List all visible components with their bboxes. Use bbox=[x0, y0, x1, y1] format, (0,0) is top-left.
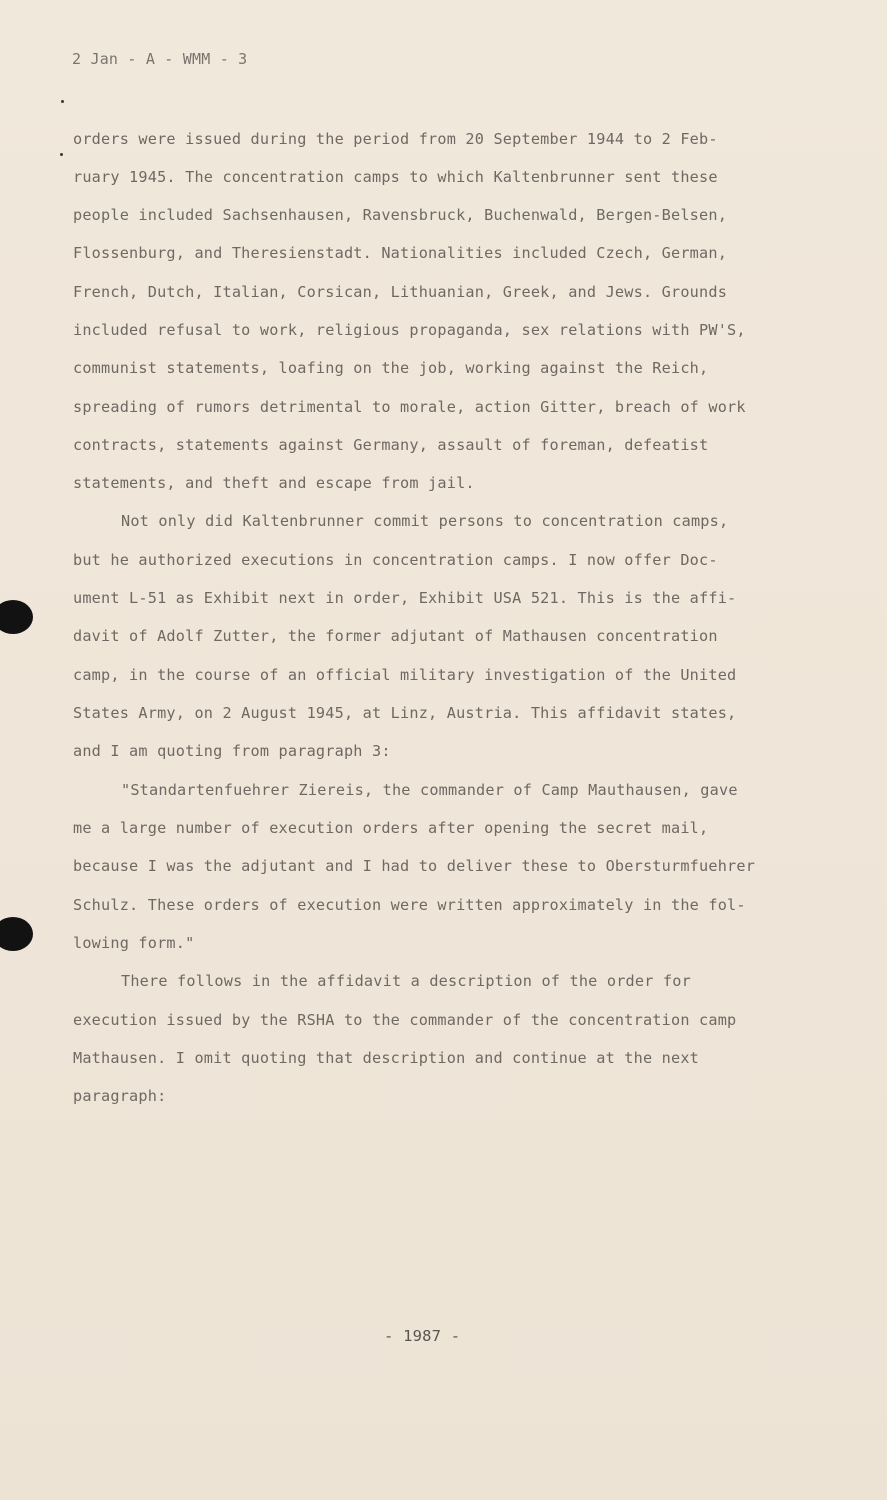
ink-speck bbox=[60, 153, 63, 156]
quoted-text-line: because I was the adjutant and I had to deliver these to Obersturmfuehrer bbox=[73, 857, 756, 875]
text-line: ument L-51 as Exhibit next in order, Exhibit USA 521. This is the affi- bbox=[73, 589, 737, 607]
text-line: camp, in the course of an official military investigation of the United bbox=[73, 666, 737, 684]
quoted-text-line: me a large number of execution orders after opening the secret mail, bbox=[73, 819, 709, 837]
text-line: contracts, statements against Germany, assault of foreman, defeatist bbox=[73, 436, 709, 454]
text-line: execution issued by the RSHA to the commander of the concentration camp bbox=[73, 1011, 737, 1029]
ink-speck bbox=[61, 100, 64, 103]
quoted-text-line: lowing form." bbox=[73, 934, 195, 952]
page-number: - 1987 - bbox=[384, 1327, 461, 1345]
text-line: Not only did Kaltenbrunner commit persons to concentration camps, bbox=[121, 512, 729, 530]
text-line: statements, and theft and escape from jail. bbox=[73, 474, 475, 492]
text-line: States Army, on 2 August 1945, at Linz, Austria. This affidavit states, bbox=[73, 704, 737, 722]
text-line: Flossenburg, and Theresienstadt. Nationalities included Czech, German, bbox=[73, 244, 728, 262]
text-line: davit of Adolf Zutter, the former adjutant of Mathausen concentration bbox=[73, 627, 718, 645]
text-line: people included Sachsenhausen, Ravensbruck, Buchenwald, Bergen-Belsen, bbox=[73, 206, 728, 224]
text-line: paragraph: bbox=[73, 1087, 167, 1105]
quoted-text-line: Schulz. These orders of execution were written approximately in the fol- bbox=[73, 896, 746, 914]
punch-hole bbox=[0, 917, 33, 951]
text-line: orders were issued during the period from 20 September 1944 to 2 Feb- bbox=[73, 130, 718, 148]
text-line: French, Dutch, Italian, Corsican, Lithuanian, Greek, and Jews. Grounds bbox=[73, 283, 728, 301]
text-line: included refusal to work, religious propaganda, sex relations with PW'S, bbox=[73, 321, 746, 339]
text-line: communist statements, loafing on the job, working against the Reich, bbox=[73, 359, 709, 377]
page-header-reference: 2 Jan - A - WMM - 3 bbox=[72, 50, 248, 68]
punch-hole bbox=[0, 600, 33, 634]
text-line: but he authorized executions in concentration camps. I now offer Doc- bbox=[73, 551, 718, 569]
text-line: ruary 1945. The concentration camps to which Kaltenbrunner sent these bbox=[73, 168, 718, 186]
text-line: spreading of rumors detrimental to morale, action Gitter, breach of work bbox=[73, 398, 746, 416]
quoted-text-line: "Standartenfuehrer Ziereis, the commander of Camp Mauthausen, gave bbox=[121, 781, 738, 799]
text-line: and I am quoting from paragraph 3: bbox=[73, 742, 391, 760]
text-line: There follows in the affidavit a description of the order for bbox=[121, 972, 691, 990]
text-line: Mathausen. I omit quoting that description and continue at the next bbox=[73, 1049, 700, 1067]
